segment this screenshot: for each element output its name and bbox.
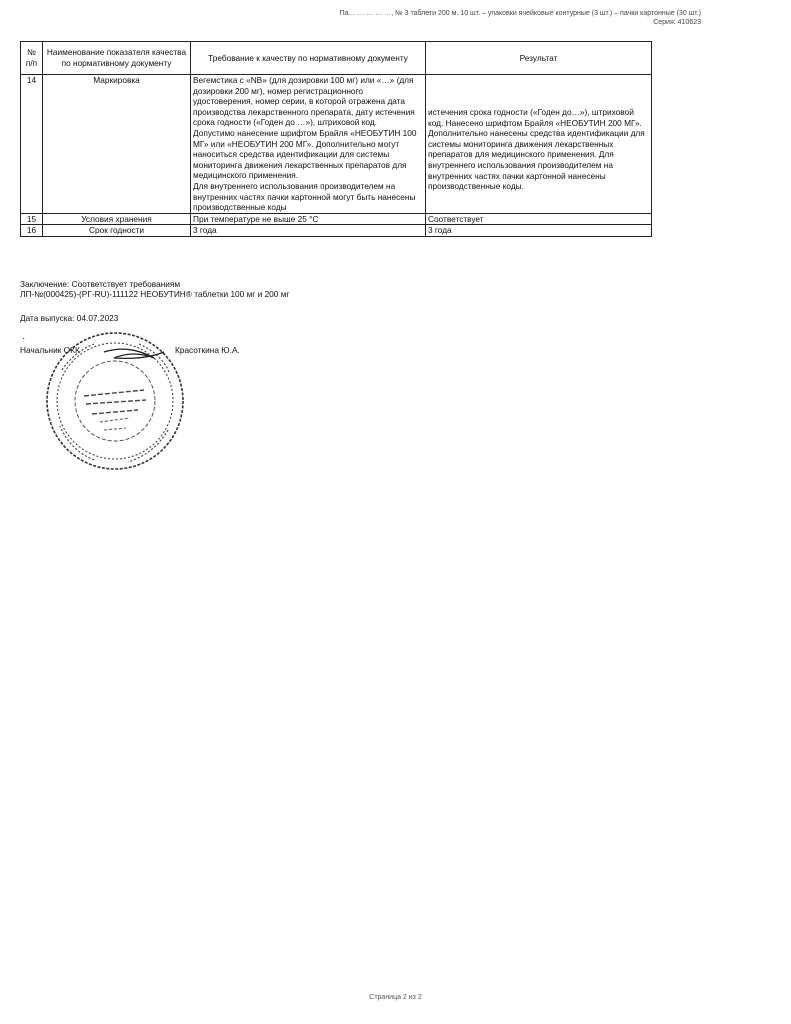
table-row bbox=[21, 75, 652, 214]
row-number: 14 bbox=[21, 75, 43, 214]
document-header-line: Па… … … … …, № 3 таблети 200 м. 10 шт. – упаковки ячейковые контурные (3 шт.) – пачки картонные (30 шт.) bbox=[339, 10, 701, 17]
header-requirement: Требование к качеству по нормативному документу bbox=[191, 42, 426, 75]
quality-table bbox=[20, 41, 652, 237]
signer-title: Начальник ОКК bbox=[20, 345, 80, 355]
row-number: 16 bbox=[21, 225, 43, 237]
result-text: Соответствует bbox=[426, 213, 652, 225]
series-number: Серия: 410623 bbox=[653, 19, 701, 26]
row-number: 15 bbox=[21, 213, 43, 225]
indicator-name: Условия хранения bbox=[43, 213, 191, 225]
mark-dot: · bbox=[22, 333, 26, 344]
requirement-text: При температуре не выше 25 °С bbox=[191, 213, 426, 225]
table-row bbox=[21, 213, 652, 225]
table-row bbox=[21, 225, 652, 237]
header-indicator-name: Наименование показателя качества по нормативному документу bbox=[43, 42, 191, 75]
indicator-name: Маркировка bbox=[43, 75, 191, 214]
header-num: № п/п bbox=[21, 42, 43, 75]
requirement-text: 3 года bbox=[191, 225, 426, 237]
header-result: Результат bbox=[426, 42, 652, 75]
registration-document: ЛП-№(000425)-(РГ-RU)-111122 НЕОБУТИН® таблетки 100 мг и 200 мг bbox=[20, 289, 290, 299]
indicator-name: Срок годности bbox=[43, 225, 191, 237]
result-text: 3 года bbox=[426, 225, 652, 237]
page-number: Страница 2 из 2 bbox=[369, 994, 422, 1001]
requirement-text: Вегемстика с «NB» (для дозировки 100 мг) или «…» (для дозировки 200 мг), номер регистрационного удостоверения, номер серии, в которой отражена дата производства лекарственного препарата, дату истечения срока годности («Годен до …»), штриховой код. Допустимо нанесение шрифтом Брайля «НЕОБУТИН 100 МГ» или «НЕОБУТИН 200 МГ». Дополнительно могут наноситься средства идентификации для системы мониторинга движения лекарственных препаратов для медицинского применения. Для внутреннего использования производителем на внутренних частях пачки картонной могут быть нанесены производственные коды bbox=[191, 75, 426, 214]
table-header-row bbox=[21, 42, 652, 75]
signer-name: Красоткина Ю.А. bbox=[175, 345, 240, 355]
conclusion-text: Заключение: Соответствует требованиям bbox=[20, 279, 181, 289]
result-text: истечения срока годности («Годен до…»), штриховой код. Нанесено шрифтом Брайля «НЕОБУТИН 200 МГ». Дополнительно нанесены средства идентификации для системы мониторинга движения лекарственных препаратов для медицинского применения. Для внутреннего использования производителем на внутренних частях пачки картонной нанесены производственные коды. bbox=[426, 75, 652, 214]
release-date: Дата выпуска: 04.07.2023 bbox=[20, 313, 119, 323]
